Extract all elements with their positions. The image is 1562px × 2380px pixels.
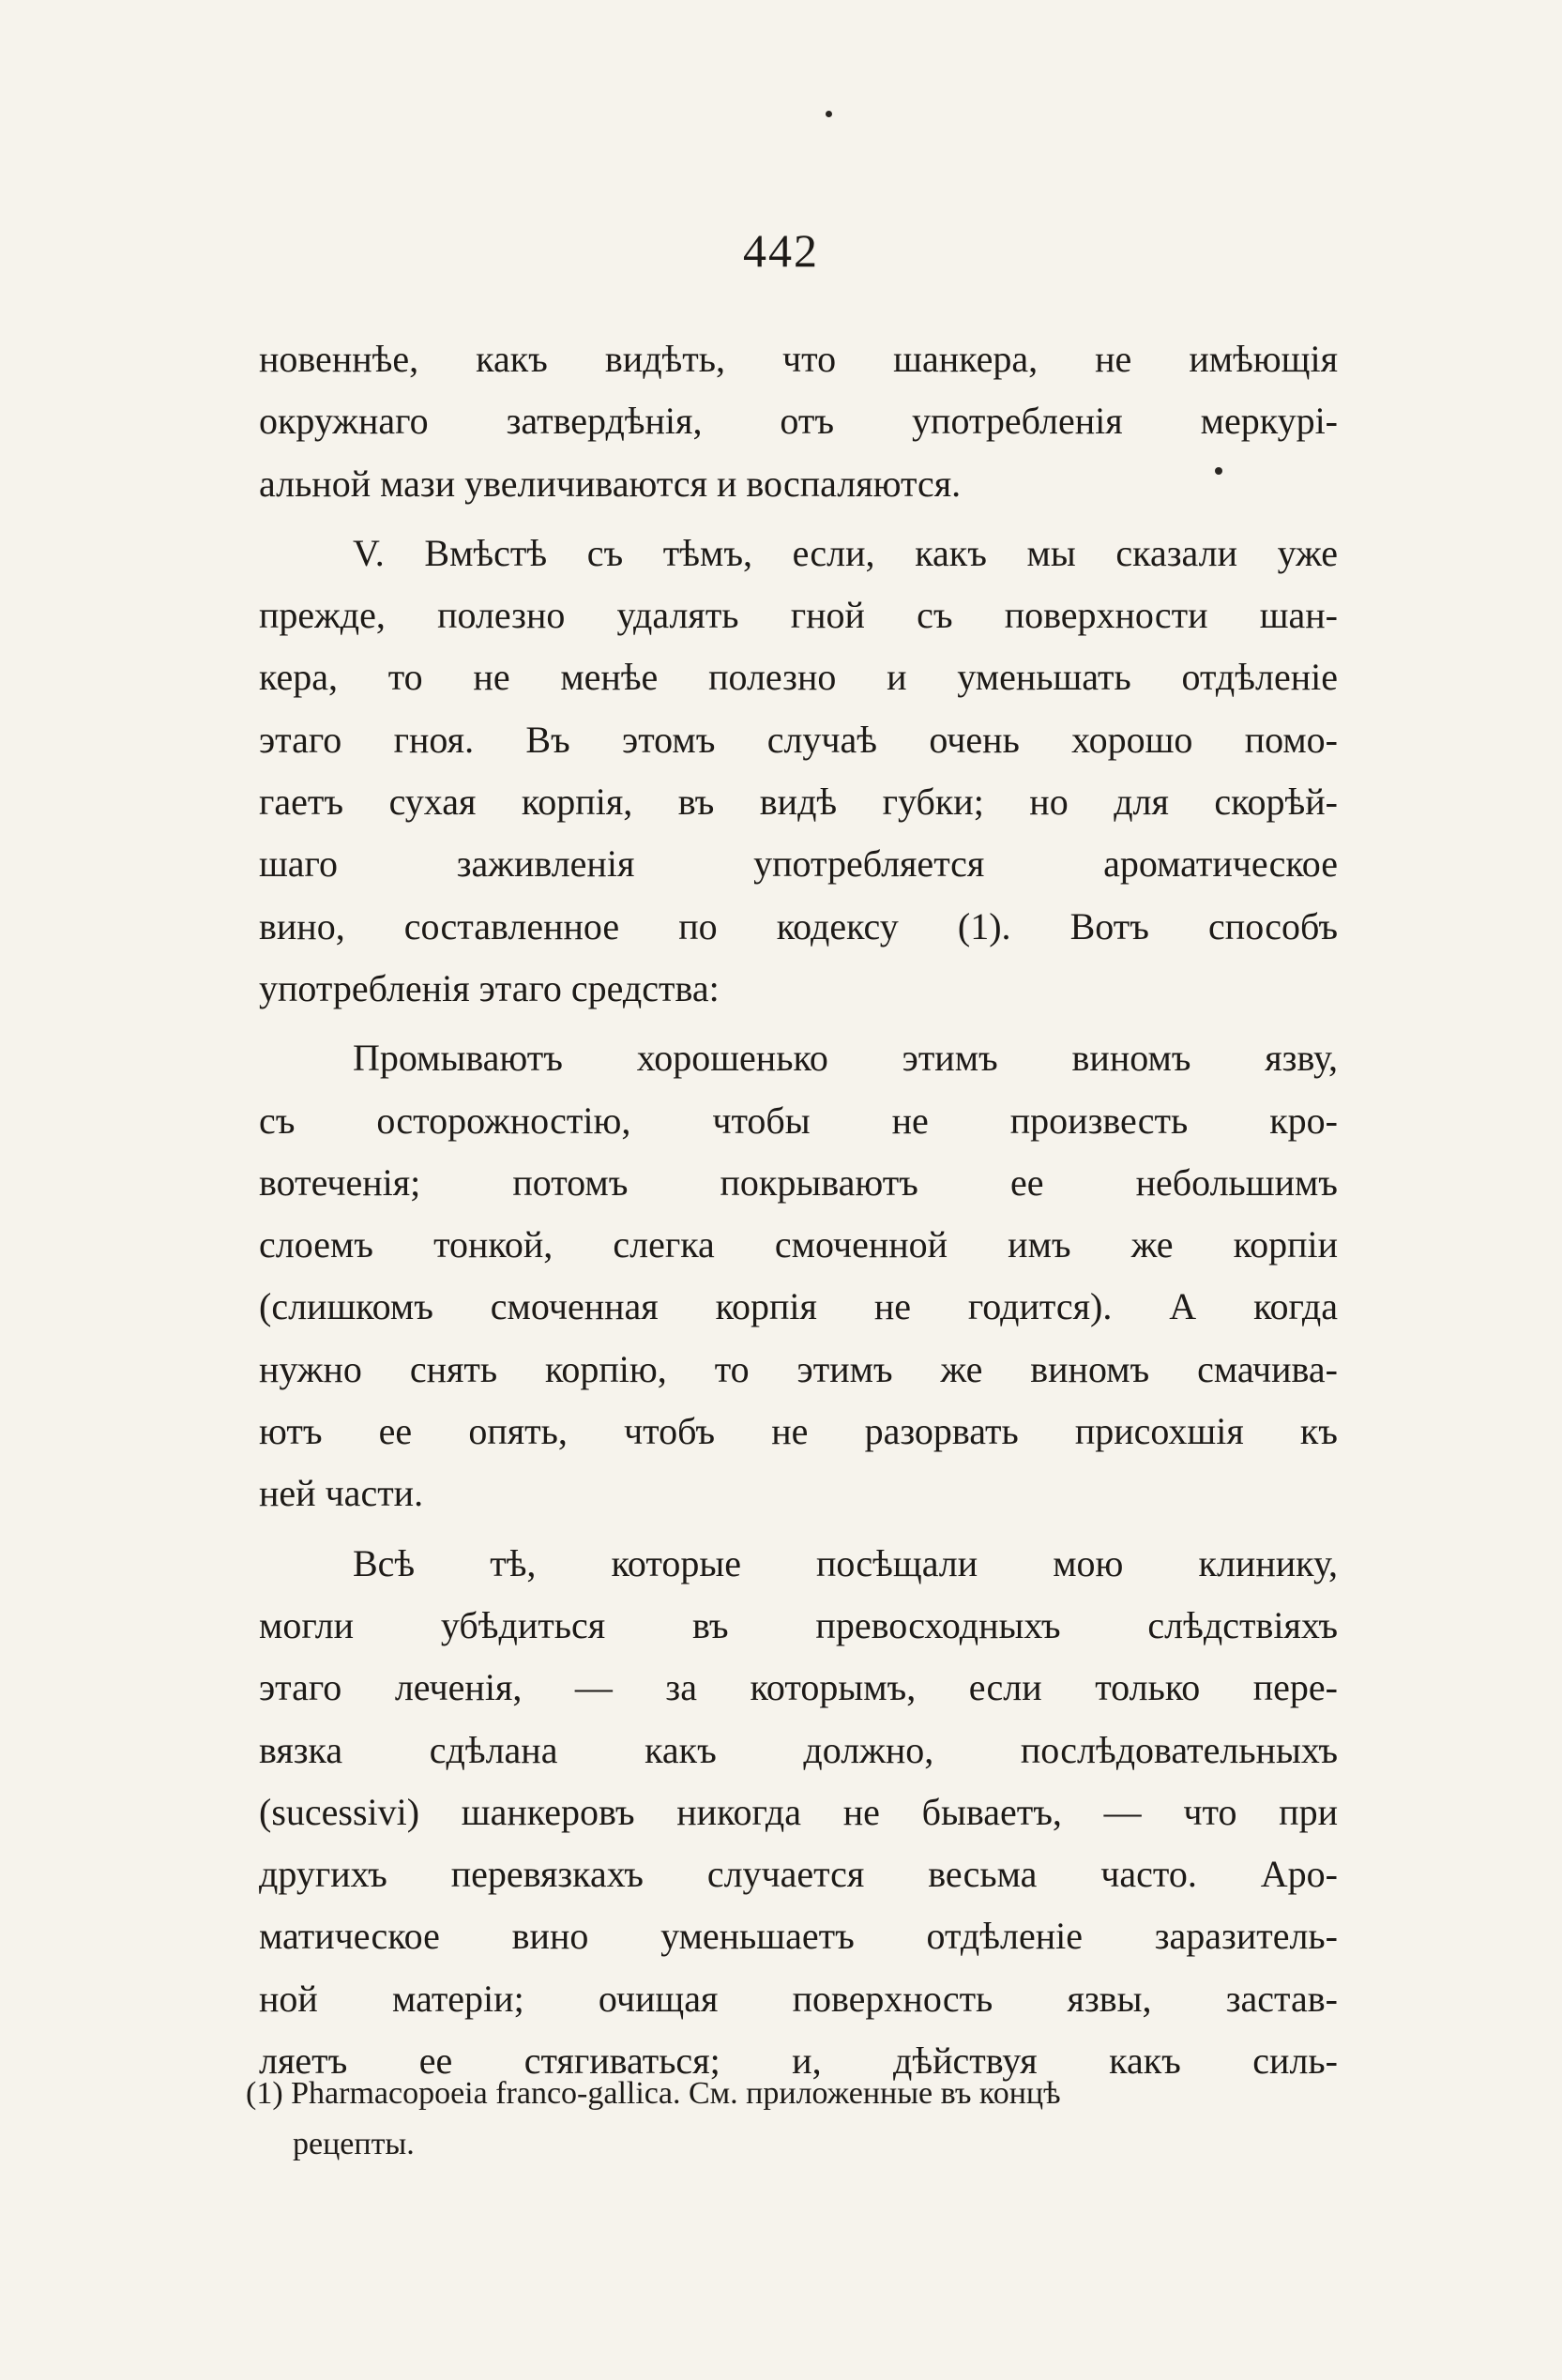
footnote [246, 2069, 1353, 2170]
text-line: окружнаго затвердѣнія, отъ употребленія меркурі- [259, 400, 1338, 443]
paragraph-1 [259, 328, 1338, 515]
ink-speck [826, 111, 832, 117]
text-line: новеннѣе, какъ видѣть, что шанкера, не имѣющія [259, 338, 1338, 380]
text-line: нужно снять корпію, то этимъ же виномъ смачива- [259, 1347, 1338, 1390]
text-line: V. Вмѣстѣ съ тѣмъ, если, какъ мы сказали уже [353, 531, 1338, 574]
text-line: Промываютъ хорошенько этимъ виномъ язву, [353, 1037, 1338, 1080]
text-line: этаго леченія, — за которымъ, если только пере- [259, 1666, 1338, 1709]
text-line: (sucessivi) шанкеровъ никогда не бываетъ, — что при [259, 1790, 1338, 1833]
footnote-line: (1) Pharmacopoeia franco-gallica. См. приложенные въ концѣ [246, 2076, 1061, 2111]
text-line: (слишкомъ смоченная корпія не годится). А когда [259, 1285, 1338, 1328]
text-line: этаго гноя. Въ этомъ случаѣ очень хорошо помо- [259, 718, 1338, 761]
main-text [259, 328, 1338, 2092]
page-number: 442 [743, 224, 819, 277]
text-line: употребленія этаго средства: [259, 966, 720, 1009]
text-line: кера, то не менѣе полезно и уменьшать отдѣленіе [259, 656, 1338, 699]
text-line: альной мази увеличиваются и воспаляются. [259, 462, 962, 505]
footnote-line: рецепты. [293, 2127, 415, 2161]
text-line: другихъ перевязкахъ случается весьма часто. Аро- [259, 1853, 1338, 1896]
paragraph-4 [259, 1533, 1338, 2093]
text-line: вязка сдѣлана какъ должно, послѣдовательныхъ [259, 1728, 1338, 1771]
paragraph-2 [259, 523, 1338, 1020]
text-line: гаетъ сухая корпія, въ видѣ губки; но для скорѣй- [259, 781, 1338, 824]
text-line: ляетъ ее стягиваться; и, дѣйствуя какъ силь- [259, 2039, 1338, 2083]
text-line: матическое вино уменьшаетъ отдѣленіе заразитель- [259, 1915, 1338, 1958]
text-line: вотеченія; потомъ покрываютъ ее небольшимъ [259, 1160, 1338, 1204]
text-line: прежде, полезно удалять гной съ поверхности шан- [259, 594, 1338, 637]
text-line: Всѣ тѣ, которые посѣщали мою клинику, [353, 1541, 1338, 1584]
text-line: шаго заживленія употребляется ароматическое [259, 842, 1338, 886]
text-line: ной матеріи; очищая поверхность язвы, застав- [259, 1977, 1338, 2020]
text-line: ютъ ее опять, чтобъ не разорвать присохшія къ [259, 1410, 1338, 1453]
text-line: съ осторожностію, чтобы не произвесть кро- [259, 1099, 1338, 1142]
text-line: могли убѣдиться въ превосходныхъ слѣдствіяхъ [259, 1603, 1338, 1646]
text-line: слоемъ тонкой, слегка смоченной имъ же корпіи [259, 1223, 1338, 1266]
text-line: ней части. [259, 1472, 424, 1515]
paragraph-3 [259, 1027, 1338, 1524]
text-line: вино, составленное по кодексу (1). Вотъ способъ [259, 904, 1338, 947]
